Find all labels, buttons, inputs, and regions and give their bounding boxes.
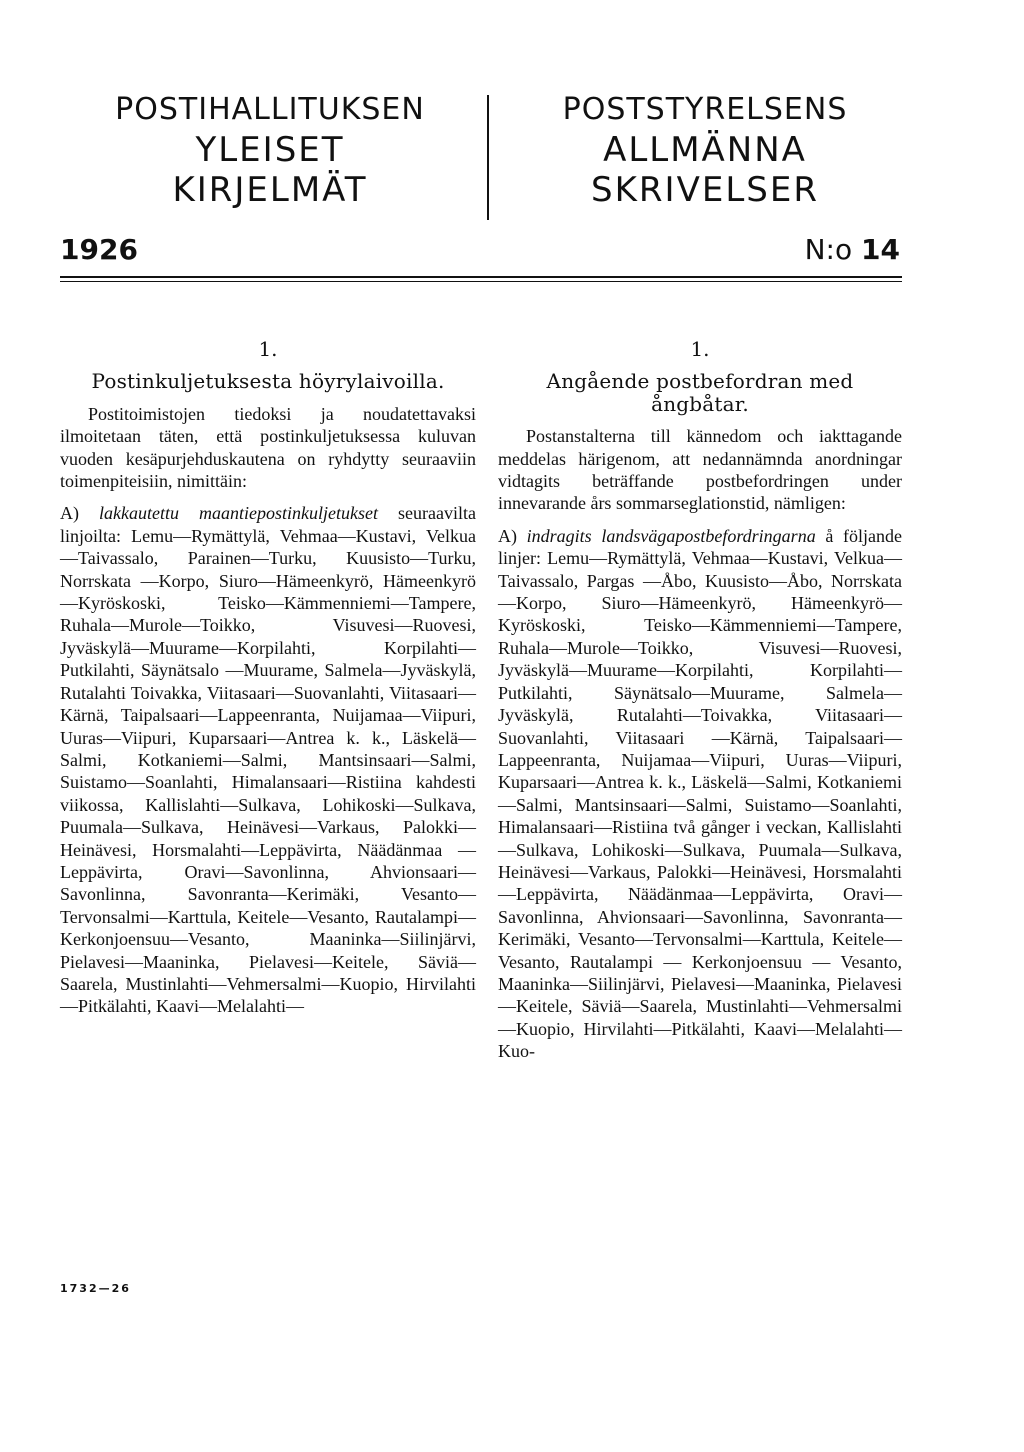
masthead-swedish-line1: POSTSTYRELSENS [562,92,848,127]
finnish-intro-paragraph: Postitoimistojen tiedoksi ja noudatettavaksi ilmoitetaan täten, että postinkuljetuksessa kuluvan vuoden kesäpurjehduskautena on ryhdytty seuraaviin toimenpiteisiin, nimittäin: [60,403,476,492]
masthead-swedish [500,90,910,210]
finnish-list-paragraph [60,502,476,1017]
swedish-list-italic: indragits landsvägapostbefordringarna [526,525,816,546]
masthead-finnish [60,90,480,210]
swedish-intro-paragraph: Postanstalterna till kännedom och iakttagande meddelas härigenom, att nedannämnda anordningar vidtagits beträffande postbefordringen under innevarande års sommarseglationstid, nämligen: [498,426,902,514]
swedish-column [498,338,902,1073]
masthead-swedish-line3: SKRIVELSER [591,170,819,210]
swedish-list-marker: A) [498,525,517,546]
masthead-finnish-line3: KIRJELMÄT [172,170,368,210]
masthead-rule-thick [60,276,902,278]
issue-year: 1926 [60,233,138,266]
issue-number-prefix: N:o [804,233,853,266]
masthead-rule-thin [60,281,902,282]
swedish-section-number: 1. [690,337,710,361]
finnish-list-marker: A) [60,503,79,524]
finnish-list-italic: lakkautettu maantiepostinkuljetukset [99,503,378,524]
masthead-divider [487,95,489,220]
finnish-list-text: seuraavilta linjoilta: Lemu—Rymättylä, Vehmaa—Kustavi, Velkua—Taivassalo, Parainen—Turku, Kuusisto—Turku, Norrskata —Korpo, Siuro—Hämeenkyrö, Hämeenkyrö—Kyröskoski, Teisko—Kämmenniemi—Tampere, Ruhala—Murole—Toikko, Visuvesi—Ruovesi, Jyväskylä—Muurame—Korpilahti, Korpilahti—Putkilahti, Säynätsalo —Muurame, Salmela—Jyväskylä, Rutalahti Toivakka, Viitasaari—Suovanlahti, Viitasaari—Kärnä, Taipalsaari—Lappeenranta, Nuijamaa—Viipuri, Uuras—Viipuri, Kuparsaari—Antrea k. k., Läskelä—Salmi, Kotkaniemi—Salmi, Mantsinsaari—Salmi, Suistamo—Soanlahti, Himalansaari—Ristiina kahdesti viikossa, Kallislahti—Sulkava, Lohikoski—Sulkava, Puumala—Sulkava, Heinävesi—Varkaus, Palokki—Heinävesi, Horsmalahti—Leppävirta, Näädänmaa —Leppävirta, Oravi—Savonlinna, Ahvionsaari—Savonlinna, Savonranta—Kerimäki, Vesanto—Tervonsalmi—Karttula, Keitele—Vesanto, Rautalampi—Kerkonjoensuu—Vesanto, Maaninka—Siilinjärvi, Pielavesi—Maaninka, Pielavesi—Keitele, Säviä—Saarela, Mustinlahti—Vehmersalmi—Kuopio, Hirvilahti—Pitkälahti, Kaavi—Melalahti— [60,503,476,1017]
masthead-swedish-line2: ALLMÄNNA [603,130,807,170]
issue-number [805,233,900,266]
masthead-finnish-line2: YLEISET [195,130,345,170]
finnish-section-heading: Postinkuljetuksesta höyrylaivoilla. [91,369,445,394]
print-code: 1732—26 [60,1282,131,1295]
swedish-list-text: å följande linjer: Lemu—Rymättylä, Vehmaa—Kustavi, Velkua—Taivassalo, Pargas —Åbo, Kuusisto—Åbo, Norrskata—Korpo, Siuro—Hämeenkyrö, Hämeenkyrö—Kyröskoski, Teisko—Kämmenniemi—Tampere, Ruhala—Murole—Toikko, Visuvesi—Ruovesi, Jyväskylä—Muurame—Korpilahti, Korpilahti—Putkilahti, Säynätsalo—Muurame, Salmela—Jyväskylä, Rutalahti—Toivakka, Viitasaari—Suovanlahti, Viitasaari —Kärnä, Taipalsaari—Lappeenranta, Nuijamaa—Viipuri, Uuras—Viipuri, Kuparsaari—Antrea k. k., Läskelä—Salmi, Kotkaniemi—Salmi, Mantsinsaari—Salmi, Suistamo—Soanlahti, Himalansaari—Ristiina två gånger i veckan, Kallislahti—Sulkava, Lohikoski—Sulkava, Puumala—Sulkava, Heinävesi—Varkaus, Palokki—Heinävesi, Horsmalahti—Leppävirta, Näädänmaa—Leppävirta, Oravi—Savonlinna, Ahvionsaari—Savonlinna, Savonranta—Kerimäki, Vesanto—Tervonsalmi—Karttula, Keitele—Vesanto, Rautalampi — Kerkonjoensuu — Vesanto, Maaninka—Siilinjärvi, Pielavesi—Maaninka, Pielavesi—Keitele, Säviä—Saarela, Mustinlahti—Vehmersalmi—Kuopio, Hirvilahti—Pitkälahti, Kaavi—Melalahti—Kuo- [498,525,903,1062]
finnish-column [60,338,476,1028]
masthead-finnish-line1: POSTIHALLITUKSEN [115,92,425,127]
swedish-list-paragraph [498,525,902,1063]
issue-number-value: 14 [861,233,900,266]
swedish-section-heading: Angående postbefordran med ångbåtar. [546,369,854,416]
finnish-section-number: 1. [258,337,278,361]
